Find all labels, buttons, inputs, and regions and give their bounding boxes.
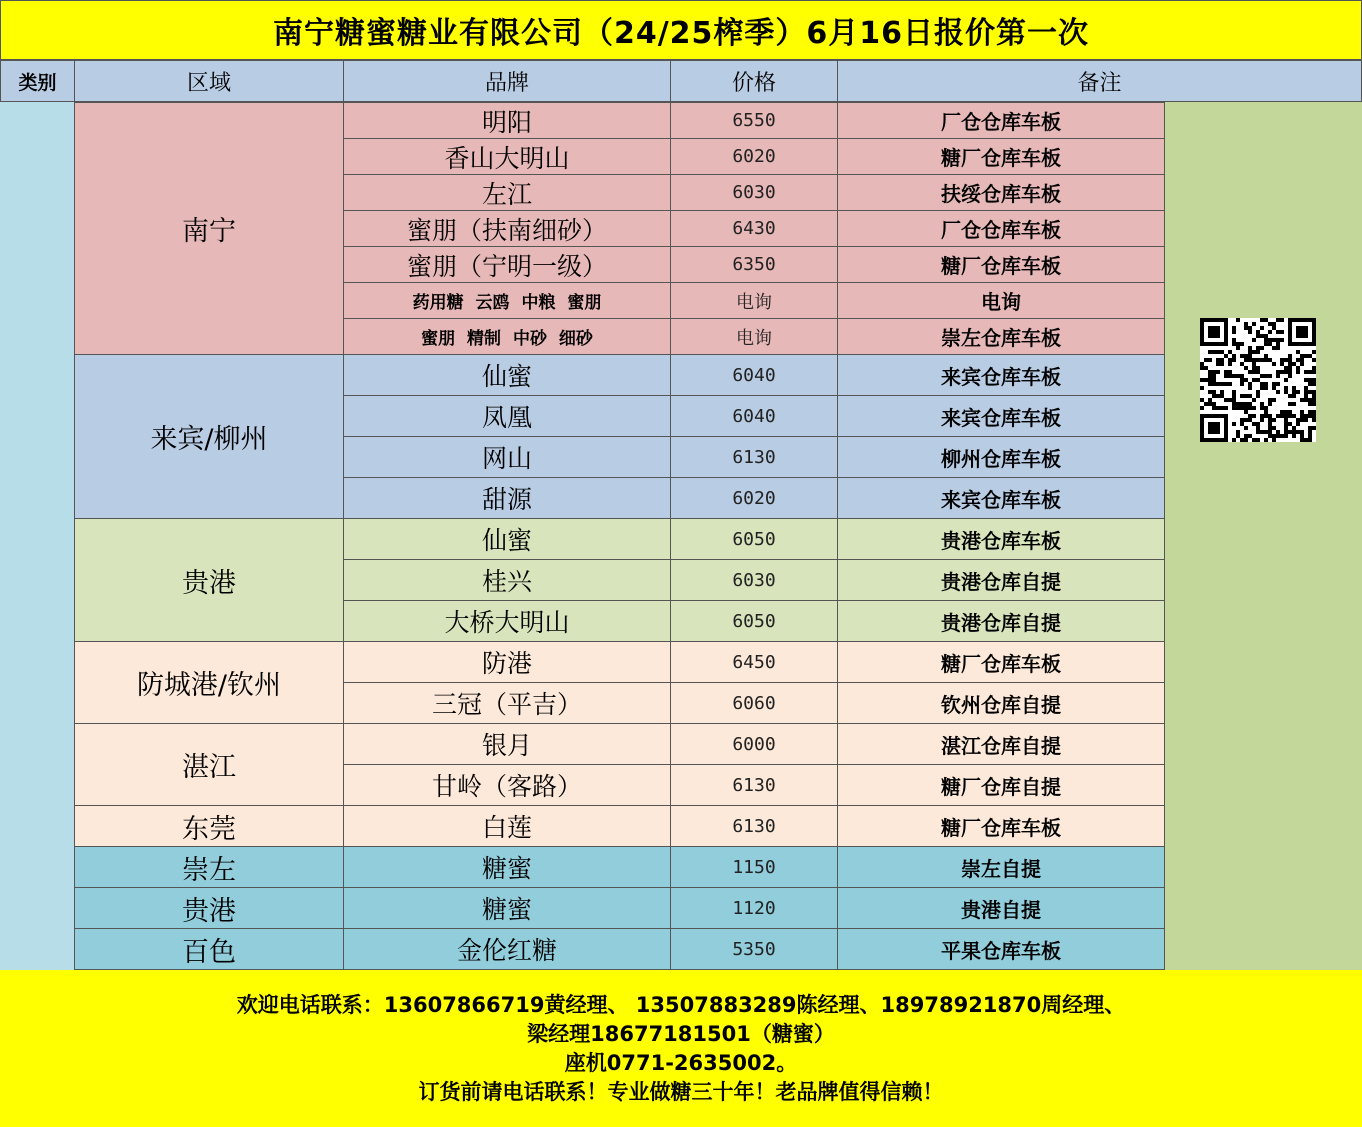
price-cell: 6130	[670, 764, 838, 806]
region-cell: 东莞	[74, 805, 344, 847]
brand-cell: 大桥大明山	[343, 600, 671, 642]
price-cell: 1120	[670, 887, 838, 929]
brand-cell: 银月	[343, 723, 671, 765]
note-cell: 钦州仓库自提	[837, 682, 1165, 724]
brand-cell: 桂兴	[343, 559, 671, 601]
price-cell: 电询	[670, 318, 838, 355]
brand-cell: 糖蜜	[343, 846, 671, 888]
region-cell: 贵港	[74, 518, 344, 642]
note-cell: 崇左自提	[837, 846, 1165, 888]
note-cell: 柳州仓库车板	[837, 436, 1165, 478]
brand-cell: 金伦红糖	[343, 928, 671, 970]
price-cell: 6550	[670, 102, 838, 139]
brand-cell: 甜源	[343, 477, 671, 519]
note-cell: 电询	[837, 282, 1165, 319]
price-cell: 6050	[670, 600, 838, 642]
header-region: 区域	[74, 60, 344, 102]
price-cell: 6430	[670, 210, 838, 247]
region-cell: 来宾/柳州	[74, 354, 344, 519]
brand-cell: 凤凰	[343, 395, 671, 437]
price-cell: 6350	[670, 246, 838, 283]
note-cell: 糖厂仓库车板	[837, 641, 1165, 683]
region-cell: 崇左	[74, 846, 344, 888]
brand-cell: 蜜朋（扶南细砂）	[343, 210, 671, 247]
contact-line-slogan: 订货前请电话联系！专业做糖三十年！老品牌值得信赖！	[418, 1079, 944, 1104]
brand-cell: 蜜朋 精制 中砂 细砂	[343, 318, 671, 355]
region-cell: 贵港	[74, 887, 344, 929]
contact-line-manager: 梁经理18677181501（糖蜜）	[527, 1021, 835, 1046]
price-cell: 1150	[670, 846, 838, 888]
note-cell: 贵港仓库自提	[837, 600, 1165, 642]
note-cell: 崇左仓库车板	[837, 318, 1165, 355]
brand-cell: 香山大明山	[343, 138, 671, 175]
header-note: 备注	[837, 60, 1362, 102]
brand-cell: 三冠（平吉）	[343, 682, 671, 724]
note-cell: 扶绥仓库车板	[837, 174, 1165, 211]
note-cell: 厂仓仓库车板	[837, 102, 1165, 139]
price-cell: 6030	[670, 559, 838, 601]
category-column	[0, 102, 75, 970]
note-cell: 糖厂仓库自提	[837, 764, 1165, 806]
note-cell: 糖厂仓库车板	[837, 805, 1165, 847]
side-panel	[1163, 102, 1362, 970]
region-cell: 南宁	[74, 102, 344, 355]
brand-cell: 仙蜜	[343, 518, 671, 560]
contact-line-phones: 欢迎电话联系：13607866719黄经理、 13507883289陈经理、18978921870周经理、	[236, 992, 1126, 1017]
price-cell: 6030	[670, 174, 838, 211]
header-category: 类别	[0, 60, 75, 102]
note-cell: 来宾仓库车板	[837, 395, 1165, 437]
page-title: 南宁糖蜜糖业有限公司（24/25榨季）6月16日报价第一次	[0, 0, 1362, 60]
region-cell: 防城港/钦州	[74, 641, 344, 724]
brand-cell: 防港	[343, 641, 671, 683]
brand-cell: 明阳	[343, 102, 671, 139]
price-cell: 6060	[670, 682, 838, 724]
contact-footer	[0, 970, 1362, 1127]
note-cell: 平果仓库车板	[837, 928, 1165, 970]
note-cell: 贵港仓库车板	[837, 518, 1165, 560]
note-cell: 来宾仓库车板	[837, 477, 1165, 519]
price-cell: 6130	[670, 436, 838, 478]
brand-cell: 药用糖 云鸥 中粮 蜜朋	[343, 282, 671, 319]
note-cell: 贵港仓库自提	[837, 559, 1165, 601]
note-cell: 来宾仓库车板	[837, 354, 1165, 396]
brand-cell: 左江	[343, 174, 671, 211]
header-price: 价格	[670, 60, 838, 102]
brand-cell: 网山	[343, 436, 671, 478]
price-cell: 6020	[670, 477, 838, 519]
price-cell: 电询	[670, 282, 838, 319]
brand-cell: 糖蜜	[343, 887, 671, 929]
price-cell: 6450	[670, 641, 838, 683]
note-cell: 厂仓仓库车板	[837, 210, 1165, 247]
price-cell: 5350	[670, 928, 838, 970]
brand-cell: 白莲	[343, 805, 671, 847]
note-cell: 糖厂仓库车板	[837, 138, 1165, 175]
price-cell: 6130	[670, 805, 838, 847]
price-cell: 6040	[670, 354, 838, 396]
contact-line-landline: 座机0771-2635002。	[564, 1050, 798, 1075]
brand-cell: 甘岭（客路）	[343, 764, 671, 806]
brand-cell: 仙蜜	[343, 354, 671, 396]
note-cell: 糖厂仓库车板	[837, 246, 1165, 283]
price-cell: 6020	[670, 138, 838, 175]
note-cell: 贵港自提	[837, 887, 1165, 929]
brand-cell: 蜜朋（宁明一级）	[343, 246, 671, 283]
region-cell: 百色	[74, 928, 344, 970]
header-brand: 品牌	[343, 60, 671, 102]
region-cell: 湛江	[74, 723, 344, 806]
qr-code-icon	[1200, 318, 1316, 442]
note-cell: 湛江仓库自提	[837, 723, 1165, 765]
price-cell: 6050	[670, 518, 838, 560]
price-cell: 6040	[670, 395, 838, 437]
price-cell: 6000	[670, 723, 838, 765]
